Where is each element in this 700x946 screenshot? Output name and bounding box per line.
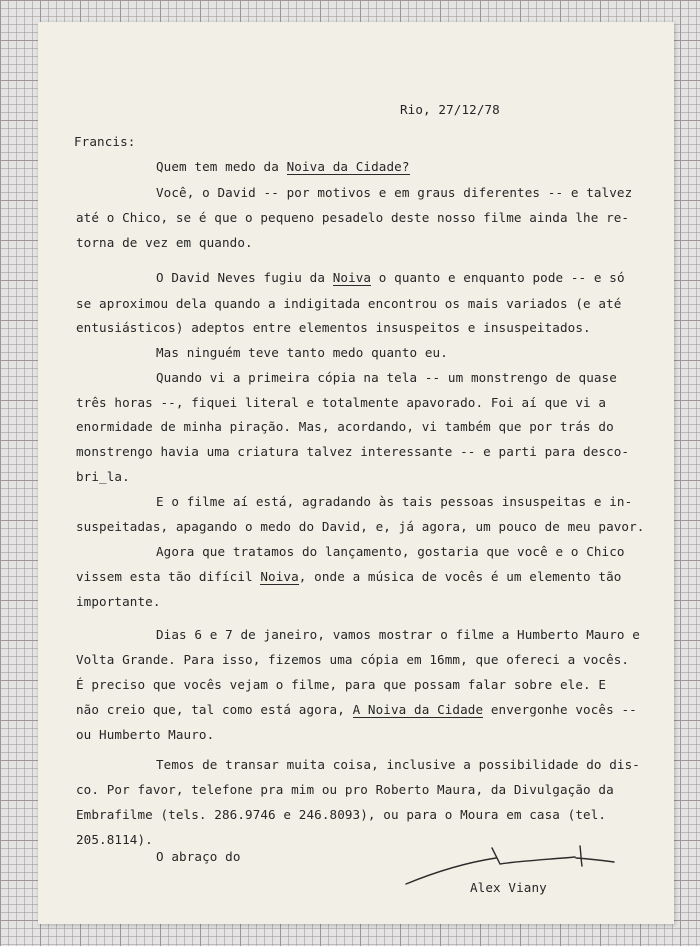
underlined-word: Noiva <box>332 270 372 285</box>
body-line <box>156 270 625 286</box>
body-line: É preciso que vocês vejam o filme, para que possam falar sobre ele. E <box>76 677 607 692</box>
body-line: monstrengo havia uma criatura talvez interessante -- e parti para desco- <box>76 444 630 459</box>
body-line: três horas --, fiquei literal e totalmente apavorado. Foi aí que vi a <box>76 395 607 410</box>
body-line: torna de vez em quando. <box>76 235 253 250</box>
body-line: Agora que tratamos do lançamento, gostaria que você e o Chico <box>156 544 625 559</box>
body-line: bri_la. <box>76 469 130 484</box>
body-line: Embrafilme (tels. 286.9746 e 246.8093), ou para o Moura em casa (tel. <box>76 807 607 822</box>
question-prefix: Quem tem medo da <box>156 159 287 174</box>
text-segment: não creio que, tal como está agora, <box>76 702 353 717</box>
letter-sheet <box>38 22 674 924</box>
body-line: Volta Grande. Para isso, fizemos uma cópia em 16mm, que ofereci a vocês. <box>76 652 630 667</box>
text-segment: envergonhe vocês -- <box>483 702 637 717</box>
body-line <box>76 702 637 718</box>
text-segment: , onde a música de vocês é um elemento tão <box>298 569 622 584</box>
text-segment: O David Neves fugiu da <box>156 270 333 285</box>
signer-name: Alex Viany <box>470 880 547 895</box>
question-line <box>156 159 410 175</box>
body-line: Quando vi a primeira cópia na tela -- um monstrengo de quase <box>156 370 617 385</box>
body-line: Temos de transar muita coisa, inclusive a possibilidade do dis- <box>156 757 640 772</box>
body-line: ou Humberto Mauro. <box>76 727 215 742</box>
body-line: 205.8114). <box>76 832 153 847</box>
closing-line: O abraço do <box>156 849 241 864</box>
text-segment: vissem esta tão difícil <box>76 569 261 584</box>
greeting: Francis: <box>74 134 136 149</box>
body-line: suspeitadas, apagando o medo do David, e, já agora, um pouco de meu pavor. <box>76 519 645 534</box>
film-title-underlined: Noiva da Cidade? <box>286 159 410 174</box>
text-segment: o quanto e enquanto pode -- e só <box>371 270 625 285</box>
body-line: Mas ninguém teve tanto medo quanto eu. <box>156 345 448 360</box>
underlined-word: Noiva <box>260 569 299 584</box>
letter-date: Rio, 27/12/78 <box>400 102 500 117</box>
body-line: entusiásticos) adeptos entre elementos insuspeitos e insuspeitados. <box>76 320 591 335</box>
body-line: co. Por favor, telefone pra mim ou pro Roberto Maura, da Divulgação da <box>76 782 614 797</box>
body-line: importante. <box>76 594 161 609</box>
body-line: se aproximou dela quando a indigitada encontrou os mais variados (e até <box>76 296 622 311</box>
body-line: enormidade de minha piração. Mas, acordando, vi também que por trás do <box>76 419 614 434</box>
film-title-underlined: A Noiva da Cidade <box>352 702 484 717</box>
body-line: Você, o David -- por motivos e em graus diferentes -- e talvez <box>156 185 633 200</box>
body-line <box>76 569 621 585</box>
body-line: Dias 6 e 7 de janeiro, vamos mostrar o filme a Humberto Mauro e <box>156 627 640 642</box>
body-line: E o filme aí está, agradando às tais pessoas insuspeitas e in- <box>156 494 633 509</box>
body-line: até o Chico, se é que o pequeno pesadelo deste nosso filme ainda lhe re- <box>76 210 630 225</box>
